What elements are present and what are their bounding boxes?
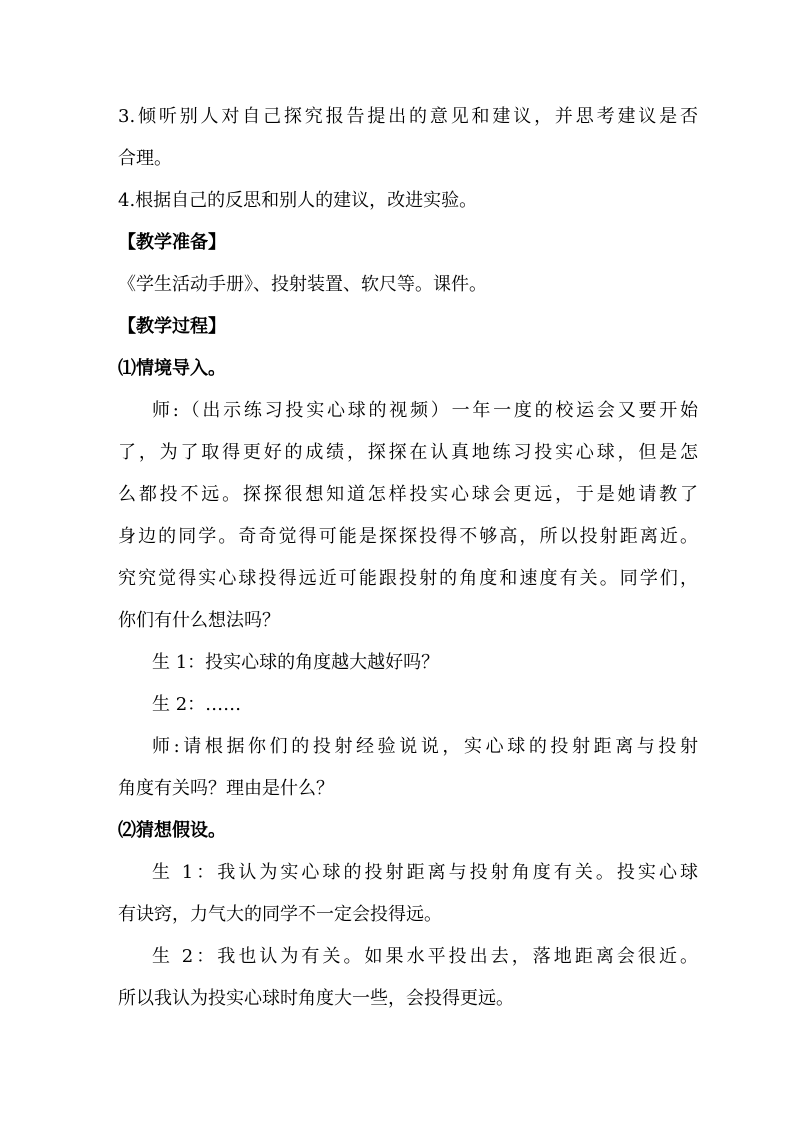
text-line: 4.根据自己的反思和别人的建议，改进实验。 <box>118 190 478 211</box>
text-line: 身边的同学。奇奇觉得可能是探探投得不够高，所以投射距离近。 <box>118 526 698 547</box>
text-line: 生 2：我也认为有关。如果水平投出去，落地距离会很近。 <box>152 946 698 967</box>
text-line: 么都投不远。探探很想知道怎样投实心球会更远，于是她请教了 <box>118 484 698 505</box>
subsection-heading: ⑵猜想假设。 <box>118 820 226 841</box>
text-line: 《学生活动手册》、投射装置、软尺等。课件。 <box>118 274 487 295</box>
section-heading: 【教学过程】 <box>118 316 226 337</box>
text-line: 3.倾听别人对自己探究报告提出的意见和建议，并思考建议是否 <box>118 106 698 127</box>
text-line: 你们有什么想法吗？ <box>118 610 280 631</box>
text-line: 究究觉得实心球投得远近可能跟投射的角度和速度有关。同学们， <box>118 568 698 589</box>
subsection-heading: ⑴情境导入。 <box>118 358 226 379</box>
text-line: 师:请根据你们的投射经验说说，实心球的投射距离与投射 <box>152 736 698 757</box>
text-line: 师:（出示练习投实心球的视频）一年一度的校运会又要开始 <box>152 400 698 421</box>
text-line: 生 2：…… <box>152 694 242 715</box>
text-line: 生 1：投实心球的角度越大越好吗？ <box>152 652 440 673</box>
text-line: 角度有关吗？理由是什么？ <box>118 778 334 799</box>
text-line: 所以我认为投实心球时角度大一些，会投得更远。 <box>118 988 514 1009</box>
text-line: 合理。 <box>118 148 172 169</box>
text-line: 有诀窍，力气大的同学不一定会投得远。 <box>118 904 442 925</box>
section-heading: 【教学准备】 <box>118 232 226 253</box>
text-line: 生 1：我认为实心球的投射距离与投射角度有关。投实心球 <box>152 862 698 883</box>
text-line: 了，为了取得更好的成绩，探探在认真地练习投实心球，但是怎 <box>118 442 698 463</box>
